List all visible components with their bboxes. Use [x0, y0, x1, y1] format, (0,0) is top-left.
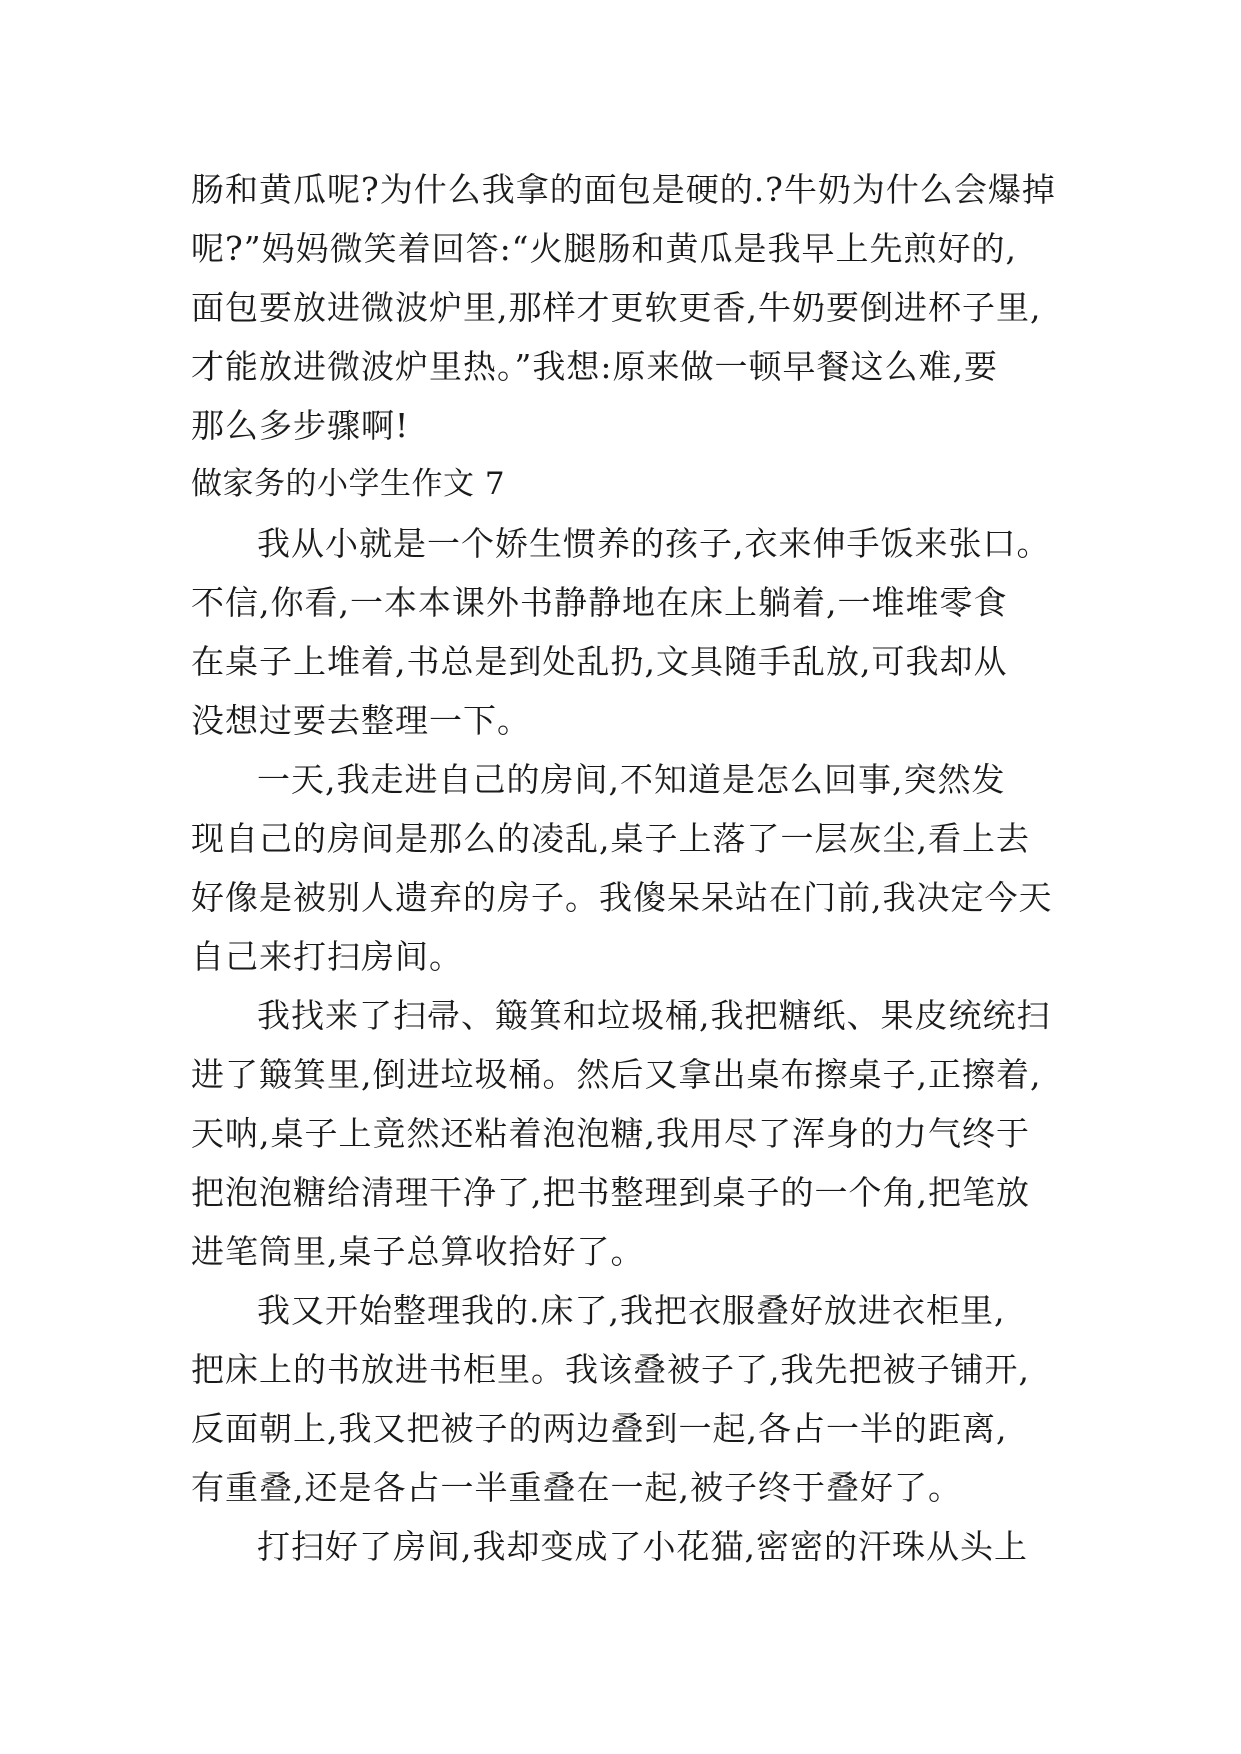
text-line: 有重叠,还是各占一半重叠在一起,被子终于叠好了。: [191, 1468, 962, 1507]
text-line: 进了簸箕里,倒进垃圾桶。然后又拿出桌布擦桌子,正擦着,: [191, 1055, 1042, 1094]
text-line: 现自己的房间是那么的凌乱,桌子上落了一层灰尘,看上去: [191, 819, 1030, 858]
text-line: 把床上的书放进书柜里。我该叠被子了,我先把被子铺开,: [191, 1350, 1030, 1389]
text-line: 把泡泡糖给清理干净了,把书整理到桌子的一个角,把笔放: [191, 1173, 1030, 1212]
text-line: 才能放进微波炉里热。”我想:原来做一顿早餐这么难,要: [191, 347, 998, 386]
text-line: 在桌子上堆着,书总是到处乱扔,文具随手乱放,可我却从: [191, 642, 1008, 681]
text-line: 我找来了扫帚、簸箕和垃圾桶,我把糖纸、果皮统统扫: [257, 996, 1051, 1035]
text-line: 打扫好了房间,我却变成了小花猫,密密的汗珠从头上: [257, 1527, 1028, 1566]
text-line: 天呐,桌子上竟然还粘着泡泡糖,我用尽了浑身的力气终于: [191, 1114, 1030, 1153]
text-line: 不信,你看,一本本课外书静静地在床上躺着,一堆堆零食: [191, 583, 1008, 622]
text-line: 进笔筒里,桌子总算收拾好了。: [191, 1232, 645, 1271]
text-line: 反面朝上,我又把被子的两边叠到一起,各占一半的距离,: [191, 1409, 1008, 1448]
text-line: 肠和黄瓜呢?为什么我拿的面包是硬的.?牛奶为什么会爆掉: [191, 170, 1056, 209]
text-line: 自己来打扫房间。: [191, 937, 463, 976]
text-line: 那么多步骤啊!: [191, 406, 410, 445]
text-line: 没想过要去整理一下。: [191, 701, 531, 740]
text-line: 一天,我走进自己的房间,不知道是怎么回事,突然发: [257, 760, 1006, 799]
section-heading: 做家务的小学生作文 7: [191, 466, 506, 502]
document-body: [191, 160, 1071, 1576]
text-line: 面包要放进微波炉里,那样才更软更香,牛奶要倒进杯子里,: [191, 288, 1042, 327]
text-line: 呢?”妈妈微笑着回答:“火腿肠和黄瓜是我早上先煎好的,: [191, 229, 1018, 268]
text-line: 我从小就是一个娇生惯养的孩子,衣来伸手饭来张口。: [257, 524, 1051, 563]
text-line: 好像是被别人遗弃的房子。我傻呆呆站在门前,我决定今天: [191, 878, 1053, 917]
text-line: 我又开始整理我的.床了,我把衣服叠好放进衣柜里,: [257, 1291, 1006, 1330]
